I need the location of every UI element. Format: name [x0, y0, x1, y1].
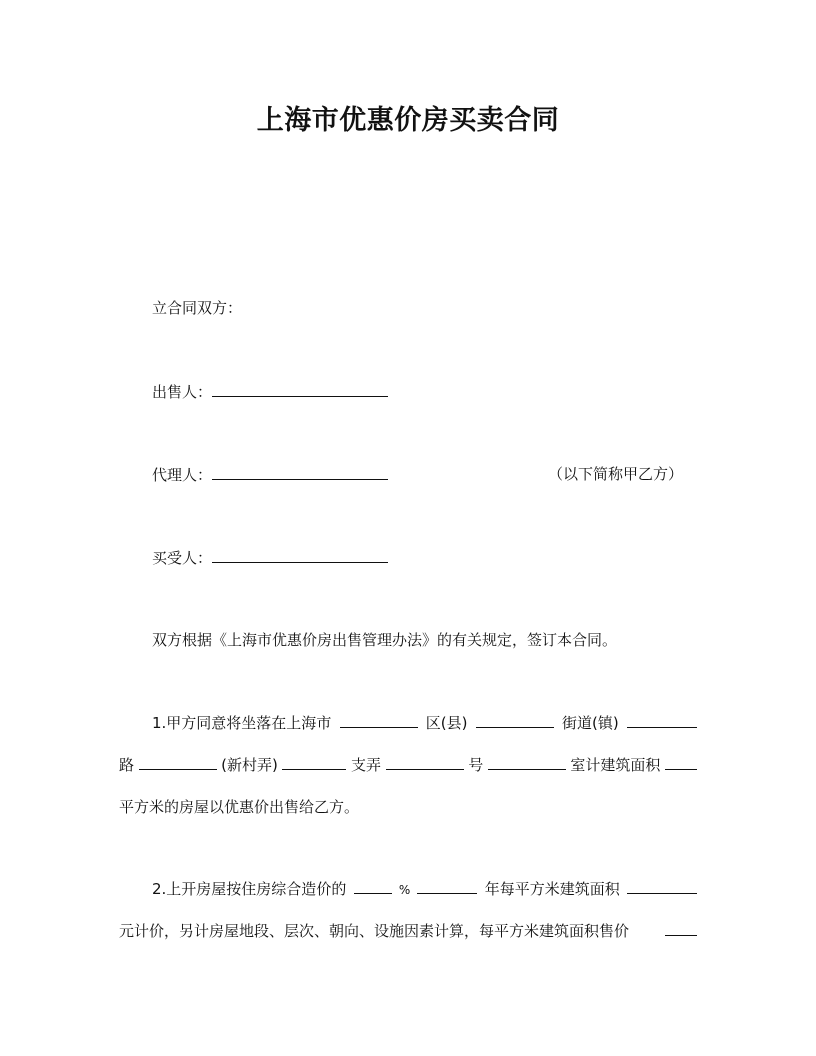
agent-label: 代理人： [152, 466, 213, 484]
price-per-sqm-blank[interactable] [627, 878, 697, 894]
village-blank[interactable] [282, 754, 346, 770]
clause-1-end: 平方米的房屋以优惠价出售给乙方。 [119, 798, 360, 816]
seller-label: 出售人： [152, 383, 213, 401]
number-label: 号 [468, 756, 484, 774]
room-area-label: 室计建筑面积 [570, 756, 661, 774]
year-blank[interactable] [417, 878, 477, 894]
city-blank[interactable] [340, 712, 418, 728]
number-blank[interactable] [488, 754, 566, 770]
percent-sign: % [398, 883, 411, 897]
clause-2-line-2 [119, 920, 697, 940]
district-blank[interactable] [476, 712, 554, 728]
document-title: 上海市优惠价房买卖合同 [256, 105, 560, 136]
buyer-label: 买受人： [152, 549, 213, 567]
lane-blank[interactable] [386, 754, 464, 770]
clause-1-lead: 1.甲方同意将坐落在上海市 [152, 714, 332, 732]
road-blank[interactable] [139, 754, 217, 770]
street-blank[interactable] [627, 712, 697, 728]
parties-intro: 立合同双方： [152, 299, 243, 317]
village-label: (新村弄) [221, 756, 278, 774]
agent-blank[interactable] [212, 464, 388, 480]
preamble: 双方根据《上海市优惠价房出售管理办法》的有关规定，签订本合同。 [152, 631, 618, 649]
clause-2-line-2-text: 元计价，另计房屋地段、层次、朝向、设施因素计算，每平方米建筑面积售价 [119, 922, 630, 940]
seller-line [152, 381, 388, 402]
clause-1-line-1 [119, 712, 697, 732]
area-blank[interactable] [665, 754, 697, 770]
clause-1-line-2 [119, 754, 697, 774]
clause-2 [119, 878, 697, 940]
seller-blank[interactable] [212, 381, 388, 397]
agent-line [152, 464, 388, 485]
clause-1 [119, 712, 697, 817]
percent-blank[interactable] [354, 878, 392, 894]
sale-price-blank[interactable] [665, 920, 697, 936]
street-label: 街道(镇) [561, 714, 619, 732]
clause-2-lead: 2.上开房屋按住房综合造价的 [152, 880, 347, 898]
agent-note: （以下简称甲乙方） [548, 465, 684, 483]
lane-label: 支弄 [351, 756, 382, 774]
clause-1-line-3 [119, 797, 697, 817]
buyer-blank[interactable] [212, 547, 388, 563]
road-label: 路 [119, 756, 135, 774]
buyer-line [152, 547, 388, 568]
district-label: 区(县) [425, 714, 468, 732]
year-area-label: 年每平方米建筑面积 [484, 880, 620, 898]
clause-2-line-1 [119, 878, 697, 898]
